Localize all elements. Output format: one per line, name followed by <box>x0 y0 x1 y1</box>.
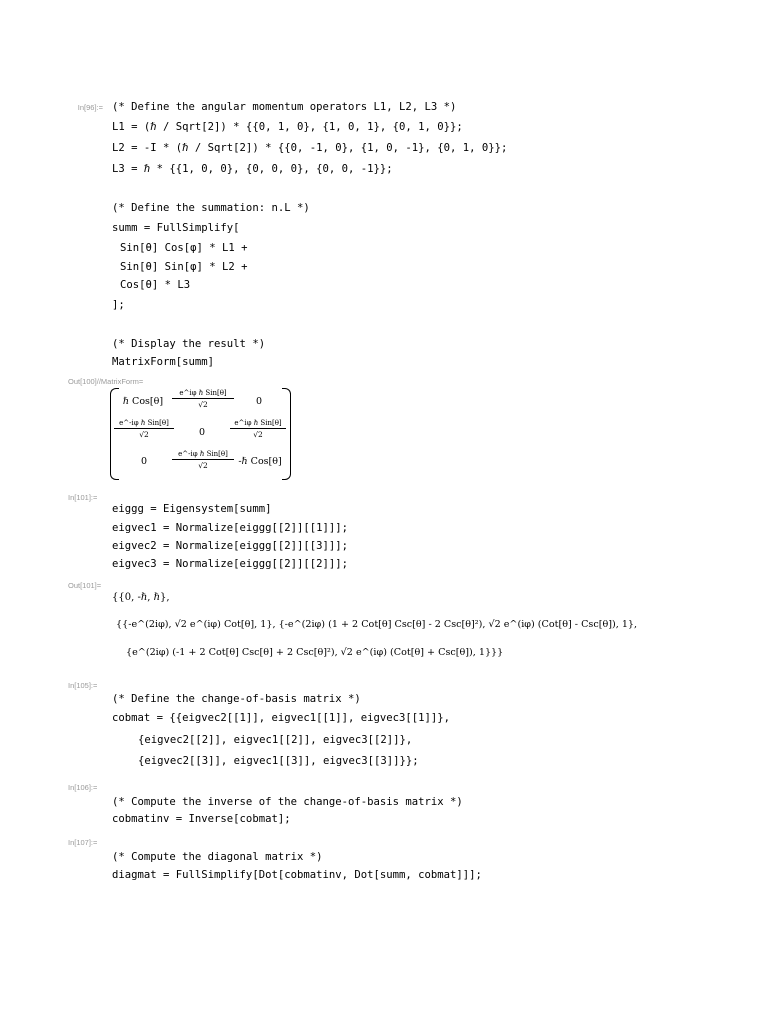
matrix-cell: ℏ Cos[θ] <box>122 396 164 407</box>
matrix-cell <box>172 450 234 470</box>
code-comment[interactable]: (* Compute the diagonal matrix *) <box>112 851 323 863</box>
input-label: In[106]:= <box>68 783 98 792</box>
code-line[interactable]: {eigvec2[[2]], eigvec1[[2]], eigvec3[[2]]}, <box>138 734 413 746</box>
code-line[interactable]: Cos[θ] * L3 <box>120 279 191 291</box>
fraction-numerator: e^-iφ ℏ Sin[θ] <box>114 419 174 429</box>
output-label: Out[100]//MatrixForm= <box>68 377 144 386</box>
fraction-denominator: √2 <box>198 461 208 470</box>
matrix-cell <box>172 389 234 409</box>
code-line[interactable]: Sin[θ] Cos[φ] * L1 + <box>120 242 248 254</box>
matrix-cell: 0 <box>198 427 206 438</box>
fraction-denominator: √2 <box>253 430 263 439</box>
code-line[interactable]: L1 = (ℏ / Sqrt[2]) * {{0, 1, 0}, {1, 0, 1}, {0, 1, 0}}; <box>112 121 463 133</box>
input-label: In[96]:= <box>77 103 103 112</box>
code-line[interactable]: diagmat = FullSimplify[Dot[cobmatinv, Dot[summ, cobmat]]]; <box>112 869 482 881</box>
fraction-numerator: e^iφ ℏ Sin[θ] <box>172 389 234 399</box>
code-line[interactable]: summ = FullSimplify[ <box>112 222 240 234</box>
code-line[interactable]: MatrixForm[summ] <box>112 356 215 368</box>
code-line[interactable]: Sin[θ] Sin[φ] * L2 + <box>120 261 248 273</box>
matrix-cell: 0 <box>140 456 148 467</box>
code-line[interactable]: L3 = ℏ * {{1, 0, 0}, {0, 0, 0}, {0, 0, -1}}; <box>112 163 393 175</box>
fraction-denominator: √2 <box>198 400 208 409</box>
eigenvalues-output: {{0, -ℏ, ℏ}, <box>112 592 170 603</box>
output-label: Out[101]= <box>68 581 102 590</box>
code-comment[interactable]: (* Compute the inverse of the change-of-basis matrix *) <box>112 796 463 808</box>
matrix-cell: -ℏ Cos[θ] <box>238 456 282 467</box>
code-line[interactable]: cobmatinv = Inverse[cobmat]; <box>112 813 291 825</box>
code-line[interactable]: L2 = -I * (ℏ / Sqrt[2]) * {{0, -1, 0}, {1, 0, -1}, {0, 1, 0}}; <box>112 142 508 154</box>
matrix-cell: 0 <box>255 396 263 407</box>
eigenvectors-output-line: {{-e^(2iφ), √2 e^(iφ) Cot[θ], 1}, {-e^(2iφ) (1 + 2 Cot[θ] Csc[θ] - 2 Csc[θ]²), √2 e^(iφ) (Cot[θ] - Csc[θ]), 1}, <box>116 619 638 630</box>
code-comment[interactable]: (* Define the change-of-basis matrix *) <box>112 693 361 705</box>
fraction-denominator: √2 <box>139 430 149 439</box>
code-comment[interactable]: (* Display the result *) <box>112 338 266 350</box>
code-line[interactable]: eigvec1 = Normalize[eiggg[[2]][[1]]]; <box>112 522 348 534</box>
input-label: In[107]:= <box>68 838 98 847</box>
input-label: In[105]:= <box>68 681 98 690</box>
eigenvectors-output-line: {e^(2iφ) (-1 + 2 Cot[θ] Csc[θ] + 2 Csc[θ]²), √2 e^(iφ) (Cot[θ] + Csc[θ]), 1}}} <box>126 647 504 658</box>
code-comment[interactable]: (* Define the summation: n.L *) <box>112 202 310 214</box>
code-line[interactable]: {eigvec2[[3]], eigvec1[[3]], eigvec3[[3]]}}; <box>138 755 419 767</box>
code-comment[interactable]: (* Define the angular momentum operators L1, L2, L3 *) <box>112 101 457 113</box>
matrix-cell <box>114 419 174 439</box>
code-line[interactable]: cobmat = {{eigvec2[[1]], eigvec1[[1]], eigvec3[[1]]}, <box>112 712 451 724</box>
code-line[interactable]: eiggg = Eigensystem[summ] <box>112 503 272 515</box>
fraction-numerator: e^-iφ ℏ Sin[θ] <box>172 450 234 460</box>
input-label: In[101]:= <box>68 493 98 502</box>
code-line[interactable]: eigvec3 = Normalize[eiggg[[2]][[2]]]; <box>112 558 348 570</box>
code-line[interactable]: ]; <box>112 299 125 311</box>
code-line[interactable]: eigvec2 = Normalize[eiggg[[2]][[3]]]; <box>112 540 348 552</box>
fraction-numerator: e^iφ ℏ Sin[θ] <box>230 419 286 429</box>
matrix-cell <box>230 419 286 439</box>
